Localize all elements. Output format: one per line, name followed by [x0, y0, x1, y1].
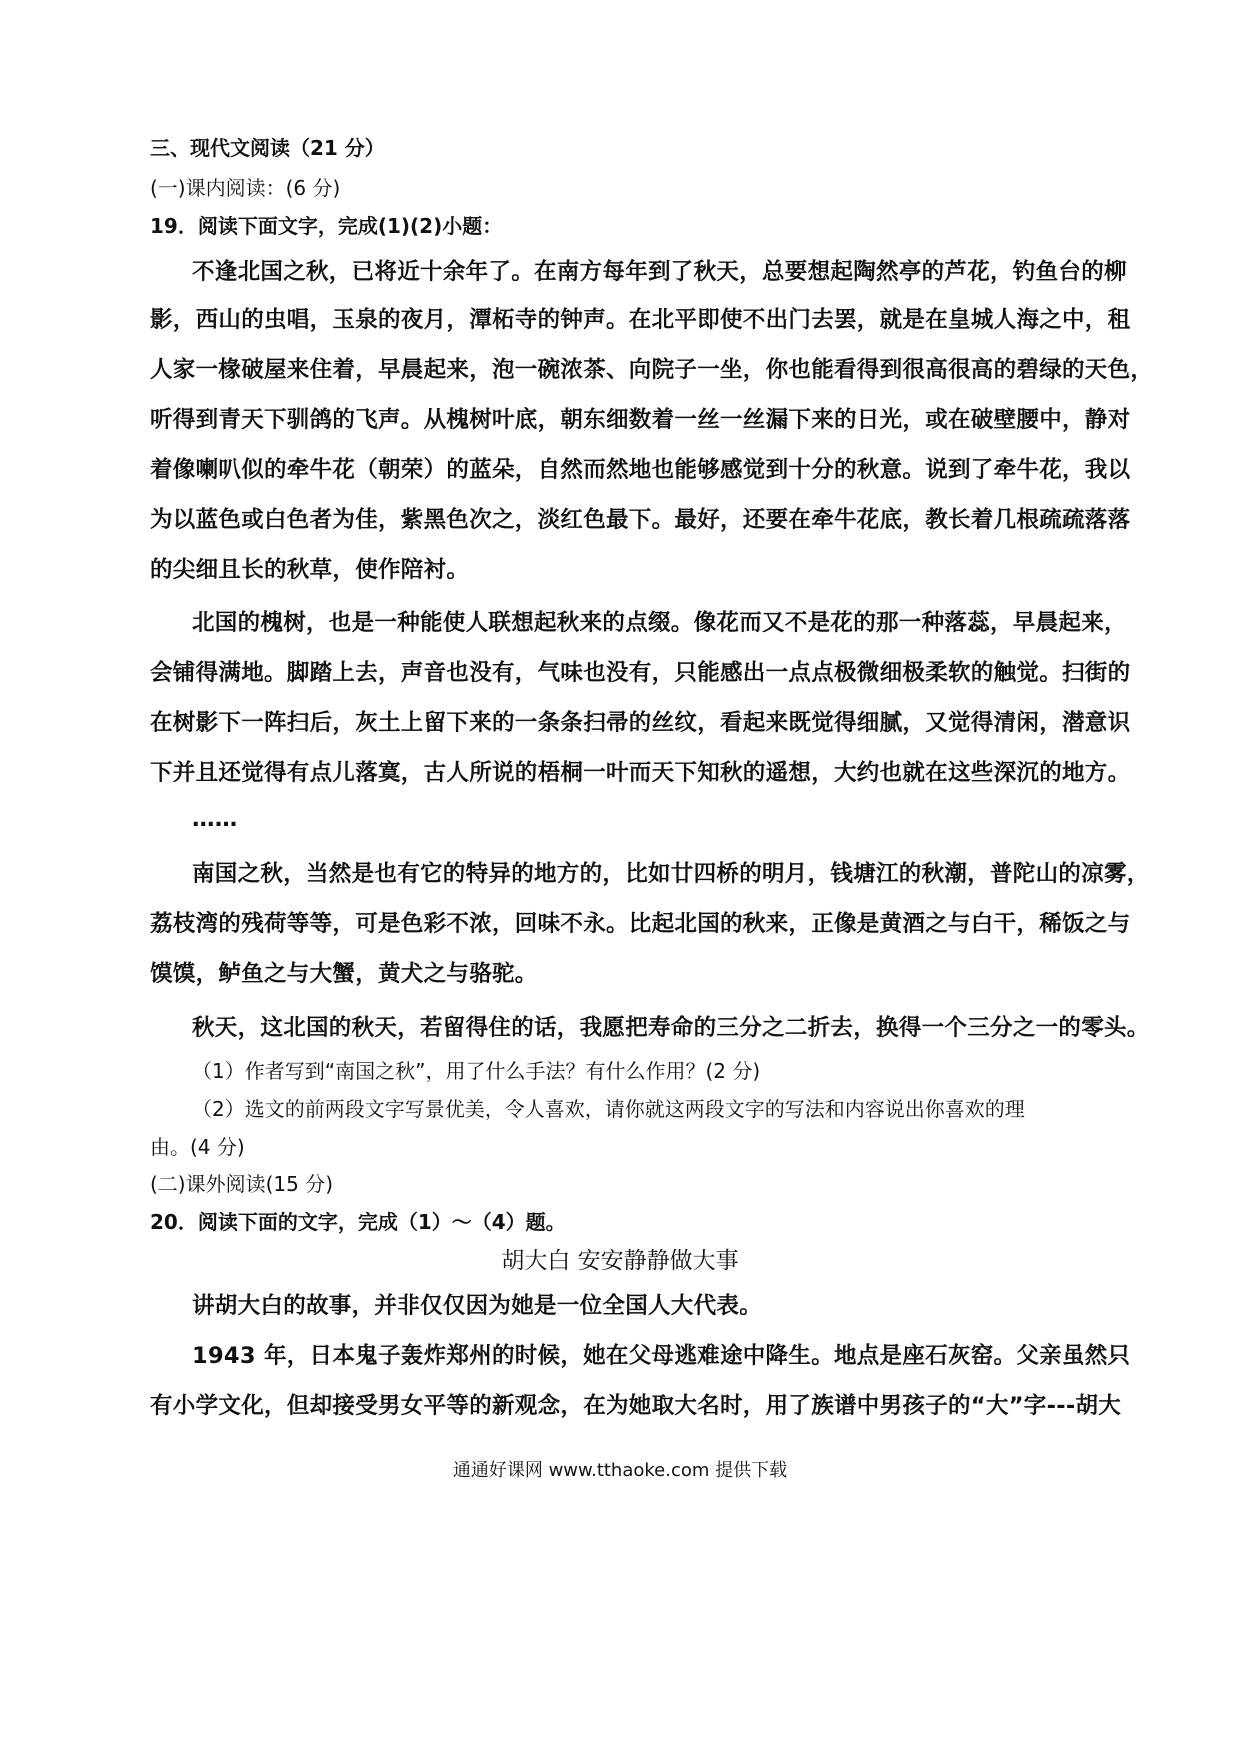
passage-line: 不逢北国之秋，已将近十余年了。在南方每年到了秋天，总要想起陶然亭的芦花，钓鱼台的柳 [192, 259, 1127, 285]
passage-line: 着像喇叭似的牵牛花（朝荣）的蓝朵，自然而然地也能够感觉到十分的秋意。说到了牵牛花，我以 [150, 457, 1131, 483]
section-heading: 三、现代文阅读（21 分） [150, 136, 385, 160]
question-19-1: （1）作者写到“南国之秋”，用了什么手法？有什么作用？(2 分) [192, 1059, 761, 1083]
passage-line: 的尖细且长的秋草，使作陪衬。 [150, 557, 470, 583]
passage-line: 人家一椽破屋来住着，早晨起来，泡一碗浓茶、向院子一坐，你也能看得到很高很高的碧绿的天色， [150, 357, 1154, 383]
passage-line: 秋天，这北国的秋天，若留得住的话，我愿把寿命的三分之二折去，换得一个三分之一的零头。 [192, 1015, 1150, 1041]
article-line: 1943 年，日本鬼子轰炸郑州的时候，她在父母逃难途中降生。地点是座石灰窑。父亲虽然只 [192, 1343, 1131, 1369]
passage-line: 荔枝湾的残荷等等，可是色彩不浓，回味不永。比起北国的秋来，正像是黄酒之与白干，稀饭之与 [150, 911, 1131, 937]
passage-line: 馍馍，鲈鱼之与大蟹，黄犬之与骆驼。 [150, 961, 538, 987]
question-19-prompt: 19．阅读下面文字，完成(1)(2)小题： [150, 214, 503, 238]
passage-line: 在树影下一阵扫后，灰土上留下来的一条条扫帚的丝纹，看起来既觉得细腻，又觉得清闲，潜意识 [150, 710, 1131, 736]
question-20-prompt: 20．阅读下面的文字，完成（1）～（4）题。 [150, 1210, 566, 1234]
article-line: 有小学文化，但却接受男女平等的新观念，在为她取大名时，用了族谱中男孩子的“大”字---胡大 [150, 1393, 1122, 1419]
article-title: 胡大白 安安静静做大事 [501, 1248, 739, 1274]
passage-line: 为以蓝色或白色者为佳，紫黑色次之，淡红色最下。最好，还要在牵牛花底，教长着几根疏疏落落 [150, 507, 1131, 533]
subsection-heading-extracurricular: (二)课外阅读(15 分) [150, 1172, 334, 1196]
question-19-2-line: 由。(4 分) [150, 1135, 245, 1159]
passage-line: 听得到青天下驯鸽的飞声。从槐树叶底，朝东细数着一丝一丝漏下来的日光，或在破壁腰中，静对 [150, 407, 1131, 433]
passage-line: 影，西山的虫唱，玉泉的夜月，潭柘寺的钟声。在北平即使不出门去罢，就是在皇城人海之中，租 [150, 307, 1131, 333]
page-footer: 通通好课网 www.tthaoke.com 提供下载 [452, 1460, 788, 1481]
article-intro: 讲胡大白的故事，并非仅仅因为她是一位全国人大代表。 [192, 1293, 763, 1319]
passage-line: 会铺得满地。脚踏上去，声音也没有，气味也没有，只能感出一点点极微细极柔软的触觉。扫街的 [150, 660, 1131, 686]
passage-line: 南国之秋，当然是也有它的特异的地方的，比如廿四桥的明月，钱塘江的秋潮，普陀山的凉雾， [192, 861, 1150, 887]
ellipsis: …… [192, 806, 238, 832]
passage-line: 下并且还觉得有点儿落寞，古人所说的梧桐一叶而天下知秋的遥想，大约也就在这些深沉的地方。 [150, 760, 1131, 786]
question-19-2-line: （2）选文的前两段文字写景优美，令人喜欢，请你就这两段文字的写法和内容说出你喜欢的理 [192, 1097, 1025, 1121]
passage-line: 北国的槐树，也是一种能使人联想起秋来的点缀。像花而又不是花的那一种落蕊，早晨起来， [192, 610, 1127, 636]
subsection-heading-in-class: (一)课内阅读：(6 分) [150, 176, 341, 200]
